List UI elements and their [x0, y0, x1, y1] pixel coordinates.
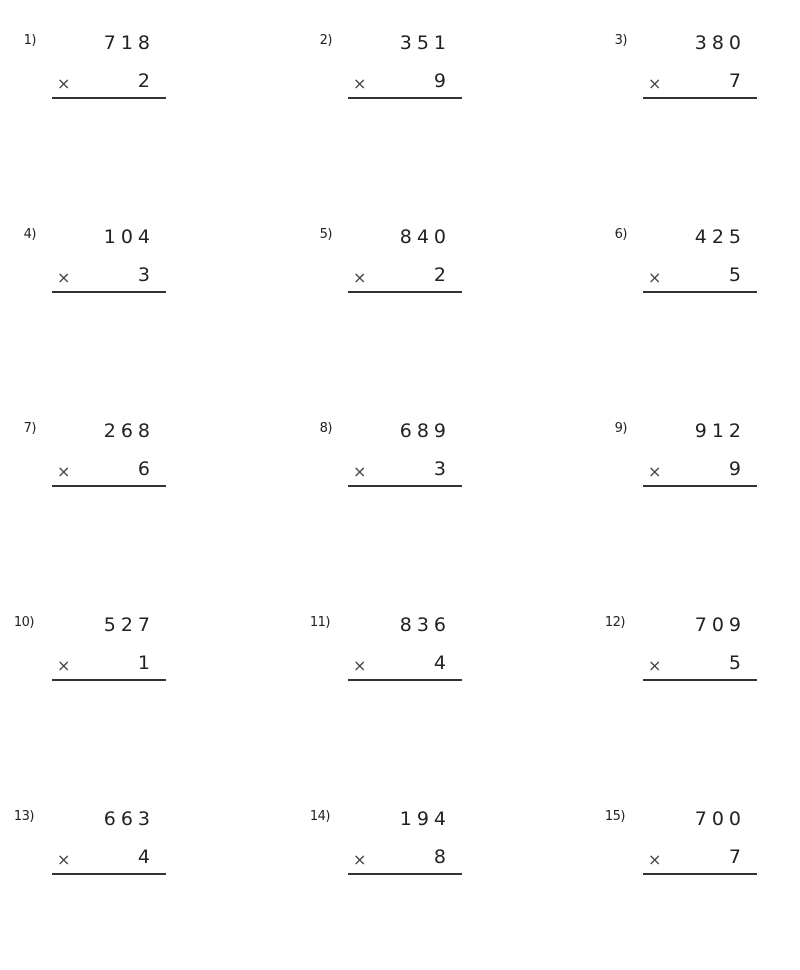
problem-7	[0, 419, 240, 529]
multiplier: 2	[137, 70, 155, 92]
multiply-sign: ×	[353, 656, 367, 675]
multiply-sign: ×	[648, 462, 662, 481]
problem-3	[591, 31, 800, 141]
answer-line	[643, 291, 757, 293]
multiplier: 4	[433, 652, 451, 674]
multiplier: 2	[433, 264, 451, 286]
multiplicand: 380	[694, 32, 746, 54]
answer-line	[52, 873, 166, 875]
problem-11	[296, 613, 536, 723]
multiplicand: 709	[694, 614, 746, 636]
multiplicand: 836	[399, 614, 451, 636]
multiplier: 5	[728, 652, 746, 674]
problem-8	[296, 419, 536, 529]
problem-number: 13)	[13, 809, 34, 824]
problem-1	[0, 31, 240, 141]
multiply-sign: ×	[648, 656, 662, 675]
problem-number: 10)	[13, 615, 34, 630]
answer-line	[348, 485, 462, 487]
multiply-sign: ×	[57, 462, 71, 481]
problem-9	[591, 419, 800, 529]
problem-number: 1)	[23, 33, 36, 48]
multiplicand: 351	[399, 32, 451, 54]
answer-line	[348, 97, 462, 99]
problem-6	[591, 225, 800, 335]
multiplier: 3	[433, 458, 451, 480]
multiplicand: 268	[103, 420, 155, 442]
multiplier: 9	[728, 458, 746, 480]
problem-14	[296, 807, 536, 917]
multiplier: 6	[137, 458, 155, 480]
multiplicand: 104	[103, 226, 155, 248]
problem-number: 8)	[319, 421, 332, 436]
multiplier: 9	[433, 70, 451, 92]
multiplicand: 527	[103, 614, 155, 636]
multiply-sign: ×	[57, 268, 71, 287]
answer-line	[348, 679, 462, 681]
multiply-sign: ×	[648, 268, 662, 287]
multiplier: 5	[728, 264, 746, 286]
answer-line	[643, 873, 757, 875]
problem-number: 7)	[23, 421, 36, 436]
multiplier: 3	[137, 264, 155, 286]
multiplier: 1	[137, 652, 155, 674]
multiply-sign: ×	[353, 268, 367, 287]
multiplicand: 425	[694, 226, 746, 248]
problem-number: 14)	[309, 809, 330, 824]
answer-line	[348, 291, 462, 293]
problem-13	[0, 807, 240, 917]
multiplier: 8	[433, 846, 451, 868]
problem-number: 3)	[614, 33, 627, 48]
multiplier: 7	[728, 846, 746, 868]
multiplicand: 912	[694, 420, 746, 442]
problem-number: 9)	[614, 421, 627, 436]
problem-number: 12)	[604, 615, 625, 630]
multiply-sign: ×	[57, 656, 71, 675]
answer-line	[52, 97, 166, 99]
problem-12	[591, 613, 800, 723]
multiplicand: 663	[103, 808, 155, 830]
multiplicand: 194	[399, 808, 451, 830]
multiplicand: 718	[103, 32, 155, 54]
problem-number: 15)	[604, 809, 625, 824]
problem-number: 4)	[23, 227, 36, 242]
multiply-sign: ×	[57, 850, 71, 869]
answer-line	[643, 485, 757, 487]
problem-4	[0, 225, 240, 335]
multiply-sign: ×	[57, 74, 71, 93]
multiplicand: 700	[694, 808, 746, 830]
multiplicand: 689	[399, 420, 451, 442]
multiply-sign: ×	[648, 850, 662, 869]
problem-15	[591, 807, 800, 917]
problem-2	[296, 31, 536, 141]
multiplier: 7	[728, 70, 746, 92]
multiplicand: 840	[399, 226, 451, 248]
multiply-sign: ×	[353, 74, 367, 93]
problem-number: 5)	[319, 227, 332, 242]
answer-line	[52, 291, 166, 293]
problem-number: 11)	[309, 615, 330, 630]
answer-line	[52, 485, 166, 487]
multiply-sign: ×	[353, 850, 367, 869]
answer-line	[52, 679, 166, 681]
multiply-sign: ×	[353, 462, 367, 481]
answer-line	[348, 873, 462, 875]
problem-number: 6)	[614, 227, 627, 242]
problem-5	[296, 225, 536, 335]
multiplier: 4	[137, 846, 155, 868]
answer-line	[643, 679, 757, 681]
answer-line	[643, 97, 757, 99]
problem-10	[0, 613, 240, 723]
multiply-sign: ×	[648, 74, 662, 93]
problem-number: 2)	[319, 33, 332, 48]
